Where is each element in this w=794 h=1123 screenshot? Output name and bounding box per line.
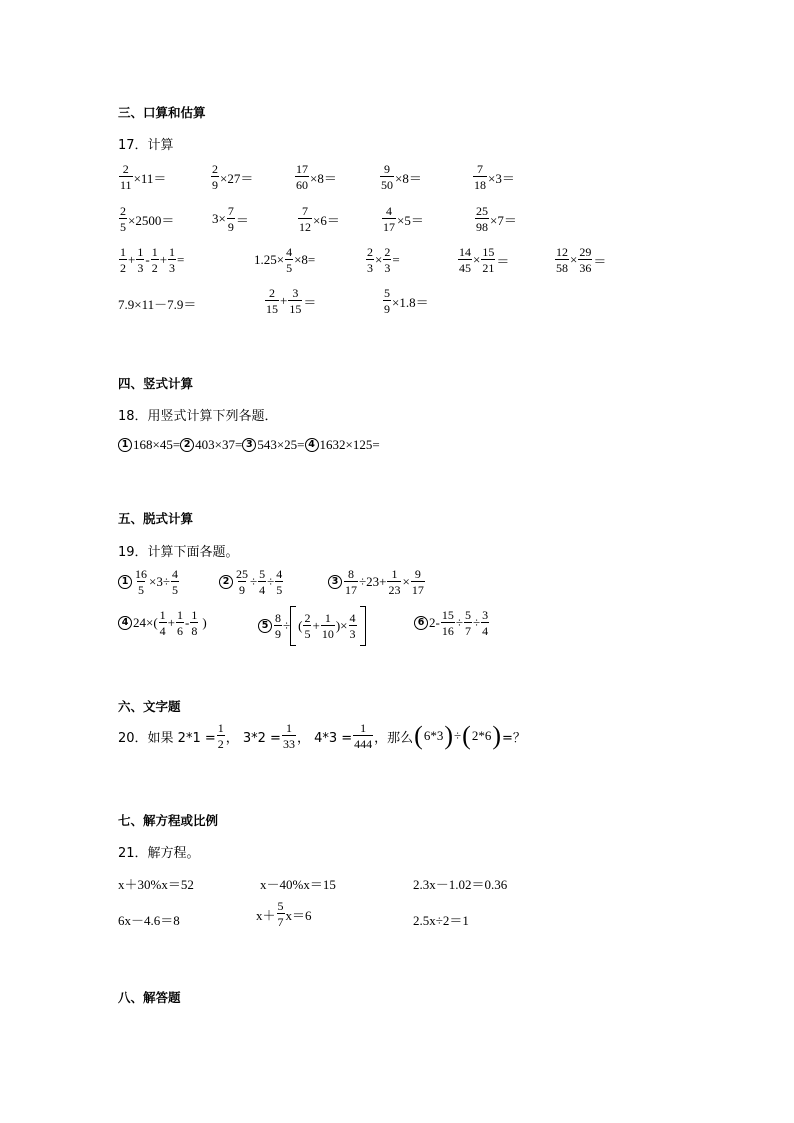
expression-text: ＝ — [235, 212, 249, 228]
numerator: 7 — [477, 162, 483, 176]
fraction — [475, 205, 489, 233]
question-18-title: 18．用竖式计算下列各题． — [118, 409, 278, 424]
fraction — [285, 246, 293, 274]
fraction — [383, 287, 391, 315]
denominator: 15 — [266, 302, 278, 316]
q17-r4-item3 — [382, 287, 429, 315]
operator: - — [185, 615, 190, 630]
expression-text: )× — [335, 618, 348, 633]
numerator: 5 — [259, 567, 266, 581]
q19-problem-5 — [258, 606, 366, 646]
circled-number: 3 — [328, 575, 342, 589]
question-20-text: ， 4*3 = — [296, 730, 353, 746]
fraction — [275, 568, 283, 596]
denominator: 4 — [159, 624, 166, 638]
denominator: 444 — [354, 737, 373, 751]
denominator: 5 — [120, 220, 126, 234]
fraction — [151, 246, 159, 274]
circled-number: 5 — [258, 619, 272, 633]
expression-text: ×5＝ — [397, 212, 424, 228]
expression-text: 403×37= — [195, 437, 243, 452]
denominator: 15 — [289, 302, 302, 316]
fraction — [258, 568, 266, 596]
expression-text: ×1.8＝ — [392, 294, 429, 310]
denominator: 9 — [212, 178, 218, 192]
q17-r1-item2 — [210, 163, 253, 191]
fraction — [353, 722, 373, 750]
fraction — [171, 568, 179, 596]
equation-2: x－40%x＝15 — [260, 877, 336, 892]
numerator: 3 — [292, 286, 299, 300]
denominator: 5 — [286, 261, 293, 275]
numerator: 8 — [275, 611, 281, 625]
fraction — [136, 246, 144, 274]
numerator: 25 — [476, 204, 488, 218]
question-20-text: ，那么 — [374, 730, 414, 746]
expression-text: ×7＝ — [490, 212, 517, 228]
left-paren: ( — [414, 721, 423, 750]
fraction — [298, 205, 312, 233]
circled-number: 2 — [180, 438, 194, 452]
denominator: 11 — [120, 178, 132, 192]
denominator: 21 — [482, 261, 495, 275]
numerator: 1 — [151, 245, 158, 259]
section-heading-6: 六、文字题 — [118, 699, 181, 714]
section-heading-4: 四、竖式计算 — [118, 376, 194, 391]
right-bracket — [360, 606, 366, 646]
numerator: 5 — [464, 608, 471, 622]
denominator: 3 — [367, 261, 373, 275]
denominator: 17 — [383, 220, 395, 234]
numerator: 29 — [579, 245, 592, 259]
equals-sign: ＝ — [303, 294, 317, 310]
denominator: 3 — [384, 261, 391, 275]
fraction — [176, 609, 184, 637]
q17-r2-item1 — [118, 205, 174, 233]
numerator: 12 — [556, 245, 568, 259]
expression-text: ×2500＝ — [128, 212, 175, 228]
fraction — [265, 287, 279, 315]
operator: ÷ — [267, 574, 275, 589]
operator: × — [402, 574, 410, 589]
numerator: 8 — [348, 567, 354, 581]
fraction — [382, 205, 396, 233]
numerator: 4 — [171, 567, 178, 581]
numerator: 9 — [384, 162, 390, 176]
fraction — [119, 205, 127, 233]
numerator: 3 — [482, 608, 489, 622]
numerator: 1 — [360, 721, 367, 735]
q17-r4-item2 — [264, 287, 316, 315]
numerator: 1 — [120, 245, 126, 259]
denominator: 3 — [349, 627, 356, 641]
section-heading-8: 八、解答题 — [118, 990, 181, 1005]
fraction — [458, 246, 472, 274]
equation-6: 2.5x÷2＝1 — [413, 913, 469, 928]
denominator: 2 — [151, 261, 158, 275]
operator: ÷ — [455, 615, 463, 630]
numerator: 15 — [441, 608, 454, 622]
equation-5 — [256, 900, 312, 928]
q17-r4-item1 — [118, 294, 196, 313]
expression-text: x＋ — [256, 907, 276, 923]
q19-problem-2 — [219, 568, 284, 596]
q17-r3-item3 — [365, 246, 400, 274]
q19-problem-6 — [414, 609, 490, 637]
expression-text: 543×25= — [257, 437, 305, 452]
expression-text: ÷23+ — [359, 574, 387, 589]
expression-text: ×8＝ — [310, 170, 337, 186]
circled-number: 6 — [414, 616, 428, 630]
denominator: 9 — [227, 220, 234, 234]
q18-items — [118, 437, 380, 453]
equation-4: 6x－4.6＝8 — [118, 913, 180, 928]
q17-r3-item5 — [554, 246, 606, 274]
operator: + — [167, 615, 176, 630]
denominator: 45 — [459, 261, 471, 275]
q17-r2-item4 — [381, 205, 424, 233]
numerator: 2 — [304, 611, 311, 625]
expression-text: 2*6 — [471, 728, 492, 743]
denominator: 17 — [411, 583, 424, 597]
numerator: 4 — [286, 245, 293, 259]
numerator: 7 — [302, 204, 308, 218]
numerator: 1 — [169, 245, 176, 259]
right-paren: ) — [444, 721, 454, 750]
fraction — [344, 568, 358, 596]
fraction — [282, 722, 296, 750]
fraction — [411, 568, 425, 596]
numerator: 2 — [122, 162, 129, 176]
denominator: 5 — [171, 583, 178, 597]
denominator: 3 — [137, 261, 144, 275]
fraction — [288, 287, 302, 315]
expression-text: ×3＝ — [488, 170, 515, 186]
expression-text: 3× — [212, 211, 226, 226]
denominator: 2 — [120, 261, 126, 275]
denominator: 9 — [384, 302, 390, 316]
numerator: 5 — [277, 899, 284, 913]
expression-text: 1632×125= — [319, 437, 380, 452]
fraction — [134, 568, 148, 596]
q17-r3-item1 — [118, 246, 184, 274]
q17-r1-item1 — [118, 163, 166, 191]
operator: + — [280, 293, 288, 308]
q19-problem-4 — [118, 609, 207, 637]
numerator: 17 — [296, 162, 308, 176]
question-20-text: ， 3*2 = — [225, 730, 281, 746]
fraction — [274, 612, 282, 640]
circled-number: 1 — [118, 575, 132, 589]
expression-text: ×8＝ — [395, 170, 422, 186]
circled-number: 3 — [242, 438, 256, 452]
operator: ÷ — [250, 574, 258, 589]
denominator: 5 — [304, 627, 311, 641]
expression-text: 168×45= — [133, 437, 181, 452]
numerator: 4 — [276, 567, 283, 581]
numerator: 1 — [137, 245, 144, 259]
denominator: 98 — [476, 220, 488, 234]
operator: × — [375, 252, 383, 267]
equals-sign: ＝ — [593, 253, 607, 269]
fraction — [295, 163, 309, 191]
left-bracket — [290, 606, 296, 646]
fraction — [387, 568, 401, 596]
section-heading-7: 七、解方程或比例 — [118, 813, 219, 828]
denominator: 4 — [259, 583, 266, 597]
numerator: 1 — [217, 721, 224, 735]
numerator: 1 — [177, 608, 184, 622]
denominator: 58 — [556, 261, 568, 275]
fraction — [277, 900, 285, 928]
numerator: 9 — [414, 567, 421, 581]
q17-r1-item5 — [472, 163, 515, 191]
expression-text: ×3÷ — [149, 574, 170, 589]
operator: ÷ — [472, 615, 481, 630]
numerator: 2 — [384, 245, 391, 259]
fraction — [349, 612, 357, 640]
numerator: 1 — [391, 567, 398, 581]
fraction — [190, 609, 198, 637]
question-20 — [118, 722, 526, 750]
denominator: 9 — [239, 583, 245, 597]
denominator: 60 — [296, 178, 308, 192]
q19-problem-1 — [118, 568, 180, 596]
section-heading-3: 三、口算和估算 — [118, 105, 206, 120]
operator: + — [128, 252, 136, 267]
denominator: 9 — [275, 627, 281, 641]
expression-text: 7.9×11－7.9＝ — [118, 297, 197, 312]
fraction — [473, 163, 487, 191]
numerator: 1 — [285, 721, 292, 735]
q19-problem-3 — [328, 568, 426, 596]
operator: + — [312, 618, 320, 633]
question-20-text: 20．如果 2*1 = — [118, 730, 216, 746]
numerator: 25 — [236, 567, 248, 581]
fraction — [211, 163, 219, 191]
operator: × — [570, 252, 578, 267]
expression-text: 1.25× — [254, 252, 285, 267]
operator: ÷ — [283, 618, 291, 633]
expression-text: x＝6 — [285, 907, 312, 923]
denominator: 7 — [464, 624, 471, 638]
expression-text: ( — [298, 618, 303, 633]
expression-text: 24×( — [133, 615, 158, 630]
numerator: 4 — [349, 611, 356, 625]
fraction — [380, 163, 394, 191]
fraction — [227, 205, 235, 233]
q17-r2-item2 — [212, 205, 249, 233]
expression-text: ×8= — [294, 252, 316, 267]
q17-r3-item2 — [254, 246, 315, 274]
expression-text: ×27＝ — [220, 170, 254, 186]
question-17-title: 17．计算 — [118, 138, 174, 153]
operator: - — [145, 252, 150, 267]
fraction — [235, 568, 249, 596]
fraction — [168, 246, 176, 274]
q17-r1-item3 — [294, 163, 337, 191]
denominator: 4 — [482, 624, 489, 638]
q17-r3-item4 — [457, 246, 509, 274]
circled-number: 4 — [305, 438, 319, 452]
expression-text: ×11＝ — [133, 170, 167, 186]
denominator: 7 — [277, 915, 284, 929]
numerator: 2 — [212, 162, 218, 176]
denominator: 6 — [177, 624, 184, 638]
expression-text: 6*3 — [423, 728, 444, 743]
denominator: 5 — [276, 583, 283, 597]
operator: + — [159, 252, 168, 267]
numerator: 7 — [227, 204, 234, 218]
operator: × — [473, 252, 481, 267]
fraction — [217, 722, 225, 750]
numerator: 2 — [367, 245, 373, 259]
q17-r2-item5 — [474, 205, 517, 233]
equals-sign: = — [177, 252, 185, 267]
equation-3: 2.3x－1.02＝0.36 — [413, 877, 508, 892]
section-heading-5: 五、脱式计算 — [118, 511, 194, 526]
question-21-title: 21．解方程。 — [118, 846, 200, 861]
numerator: 16 — [135, 567, 147, 581]
denominator: 2 — [217, 737, 224, 751]
numerator: 2 — [269, 286, 275, 300]
denominator: 23 — [388, 583, 401, 597]
fraction — [119, 246, 127, 274]
equation-1: x＋30%x＝52 — [118, 877, 194, 892]
numerator: 1 — [159, 608, 166, 622]
numerator: 1 — [324, 611, 331, 625]
left-paren: ( — [462, 721, 471, 750]
question-19-title: 19．计算下面各题。 — [118, 545, 239, 560]
fraction — [481, 609, 489, 637]
fraction — [464, 609, 472, 637]
numerator: 5 — [384, 286, 390, 300]
fraction — [555, 246, 569, 274]
fraction — [119, 163, 133, 191]
q17-r1-item4 — [379, 163, 422, 191]
denominator: 10 — [321, 627, 334, 641]
circled-number: 1 — [118, 438, 132, 452]
denominator: 8 — [191, 624, 198, 638]
numerator: 1 — [191, 608, 198, 622]
expression-text: ×6＝ — [313, 212, 340, 228]
fraction — [303, 612, 311, 640]
denominator: 50 — [381, 178, 393, 192]
right-paren: ) — [492, 721, 501, 750]
fraction — [441, 609, 455, 637]
q17-r2-item3 — [297, 205, 340, 233]
expression-text: ) — [202, 615, 207, 630]
circled-number: 4 — [118, 616, 132, 630]
denominator: 3 — [169, 261, 176, 275]
numerator: 2 — [120, 204, 126, 218]
denominator: 33 — [282, 737, 295, 751]
denominator: 16 — [441, 624, 454, 638]
fraction — [481, 246, 495, 274]
numerator: 14 — [459, 245, 471, 259]
fraction — [321, 612, 335, 640]
question-20-text: =？ — [502, 730, 526, 746]
fraction — [366, 246, 374, 274]
operator: ÷ — [454, 728, 462, 743]
denominator: 12 — [299, 220, 311, 234]
fraction — [578, 246, 592, 274]
fraction — [159, 609, 167, 637]
fraction — [383, 246, 391, 274]
equals-sign: ＝ — [496, 253, 510, 269]
numerator: 4 — [386, 204, 392, 218]
denominator: 5 — [138, 583, 144, 597]
denominator: 36 — [579, 261, 592, 275]
denominator: 17 — [345, 583, 357, 597]
equals-sign: = — [392, 252, 400, 267]
numerator: 15 — [482, 245, 495, 259]
denominator: 18 — [474, 178, 486, 192]
expression-text: 2- — [429, 615, 440, 630]
circled-number: 2 — [219, 575, 233, 589]
